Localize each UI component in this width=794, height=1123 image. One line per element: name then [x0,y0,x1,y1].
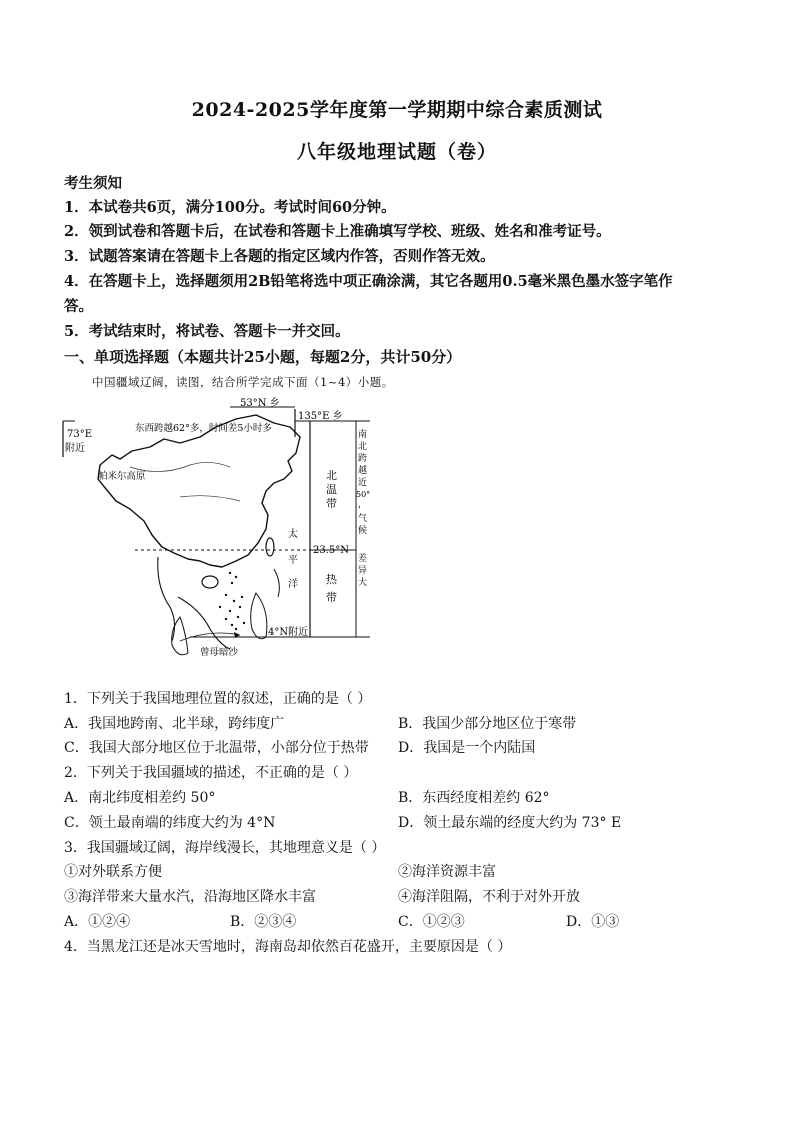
notice-item: 1．本试卷共6页，满分100分。考试时间60分钟。 [64,199,396,216]
map-label-73e-near: 附近 [65,443,85,454]
q3-statement-1: ①对外联系方便 [64,864,162,880]
notice-item: 答。 [64,298,93,315]
section-title: 一、单项选择题（本题共计25小题，每题2分，共计50分） [64,348,462,366]
q2-option-c[interactable]: C．领土最南端的纬度大约为 4°N [64,815,276,831]
question-3-stem: 3．我国疆域辽阔，海岸线漫长，其地理意义是（ ） [64,840,386,856]
question-4-stem: 4．当黑龙江还是冰天雪地时，海南岛却依然百花盛开，主要原因是（ ） [64,939,512,955]
map-label-north-temperate: 北 [326,469,337,482]
q3-statement-2: ②海洋资源丰富 [398,864,496,880]
map-label-ns-span-char: 差 [358,554,368,564]
q3-statement-3: ③海洋带来大量水汽，沿海地区降水丰富 [64,889,316,905]
q3-option-b[interactable]: B．②③④ [230,914,297,930]
section-intro: 中国疆域辽阔，读图，结合所学完成下面（1~4）小题。 [92,375,394,389]
q1-option-c[interactable]: C．我国大部分地区位于北温带，小部分位于热带 [64,740,369,756]
q1-option-b[interactable]: B．我国少部分地区位于寒带 [398,716,577,732]
q3-option-a[interactable]: A．①②④ [64,914,131,930]
china-territory-map [60,397,380,675]
q2-option-d[interactable]: D．领土最东端的经度大约为 73° E [398,815,622,831]
notice-item: 2．领到试卷和答题卡后，在试卷和答题卡上准确填写学校、班级、姓名和准考证号。 [64,223,611,240]
map-label-north-temperate: 温 [326,483,337,496]
map-label-53n: 53°N 乡 [240,398,280,409]
map-label-ns-span [356,428,370,588]
q3-option-c[interactable]: C．①②③ [398,914,465,930]
q1-option-a[interactable]: A．我国地跨南、北半球，跨纬度广 [64,716,285,732]
map-label-ns-span-char: 异 [358,566,368,576]
map-label-ns-span-char: 50° [356,490,371,499]
q1-option-d[interactable]: D．我国是一个内陆国 [398,740,536,756]
map-label-tropical: 带 [326,591,337,604]
notice-item: 4．在答题卡上，选择题须用2B铅笔将选中项正确涂满，其它各题用0.5毫米黑色墨水签字笔作 [64,273,673,290]
map-label-ns-span-char: 候 [358,526,368,536]
map-label-tropical: 热 [326,573,337,586]
q2-option-b[interactable]: B．东西经度相差约 62° [398,790,550,806]
map-label-ns-span-char: 越 [358,466,368,476]
exam-subtitle: 八年级地理试题（卷） [296,141,497,163]
map-label-ns-span-char: 大 [358,578,368,588]
q2-option-a[interactable]: A．南北纬度相差约 50° [64,790,216,806]
map-label-ns-span-char: 北 [358,442,368,452]
map-label-ns-span-char: 南 [358,430,368,440]
map-label-pacific: 太 [288,529,298,540]
notice-item: 3．试题答案请在答题卡上各题的指定区域内作答，否则作答无效。 [64,248,495,265]
map-label-north-temperate: 带 [326,497,337,510]
map-label-73e: 73°E [67,429,93,440]
map-label-pacific: 平 [288,555,298,566]
map-label-ns-span-char: ， [358,500,368,510]
q3-statement-4: ④海洋阻隔，不利于对外开放 [398,889,580,905]
map-label-135e: 135°E 乡 [298,411,343,422]
map-label-ns-span-char: 气 [358,514,368,524]
map-label-4n: 4°N附近 [268,627,309,638]
question-1-stem: 1．下列关于我国地理位置的叙述，正确的是（ ） [64,691,372,707]
notice-item: 5．考试结束时，将试卷、答题卡一并交回。 [64,323,350,340]
map-label-ns-span-char: 近 [358,478,368,488]
question-2-stem: 2．下列关于我国疆域的描述，不正确的是（ ） [64,765,358,781]
map-label-ns-span-char: 跨 [358,454,368,464]
q3-option-d[interactable]: D．①③ [566,914,620,930]
notice-heading: 考生须知 [64,175,122,192]
map-label-zengmu: 曾母暗沙 [200,647,239,658]
map-label-ew-span: 东西跨越62°多，时间差5小时多 [135,423,272,434]
map-label-tropic: 23.5°N [313,545,350,556]
map-label-pacific: 洋 [288,579,298,590]
map-label-pamir: 帕米尔高原 [98,471,146,482]
exam-title: 2024-2025学年度第一学期期中综合素质测试 [191,99,603,121]
